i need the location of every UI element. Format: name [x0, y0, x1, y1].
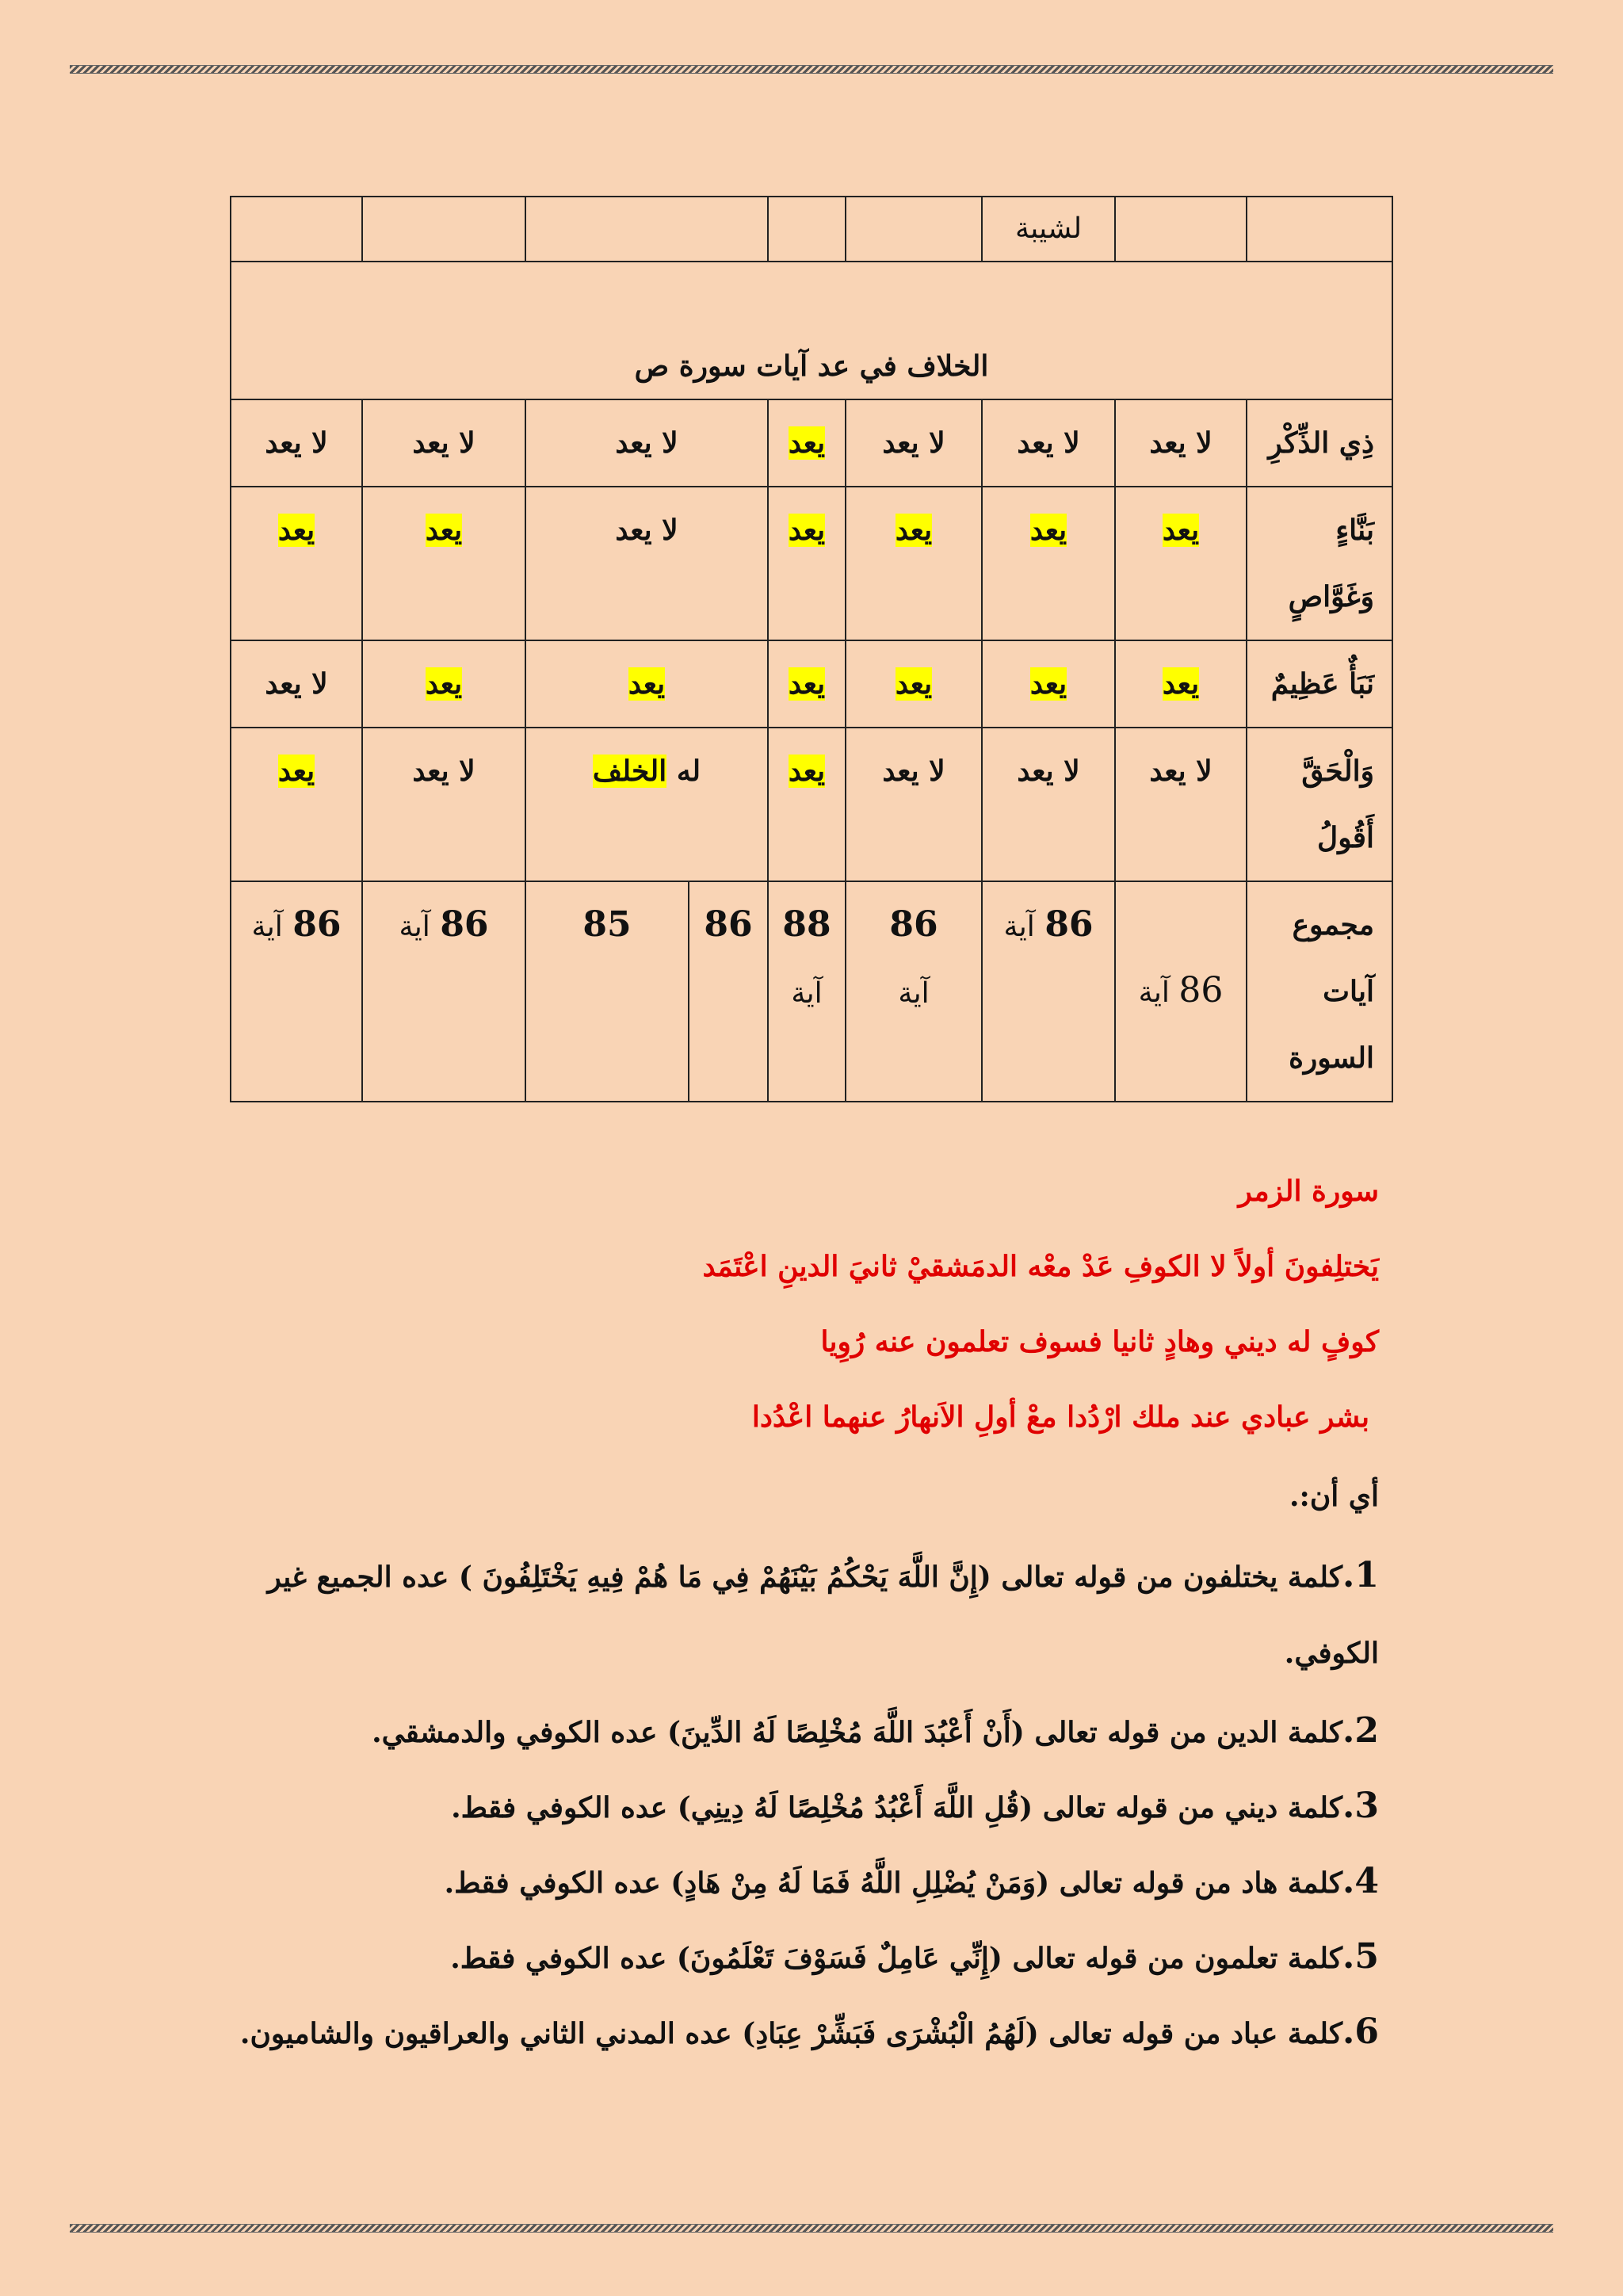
verse-total: 86 — [440, 904, 489, 945]
verse-unit: آية — [791, 977, 823, 1010]
verse-total: 85 — [582, 904, 632, 945]
table-cell — [1247, 197, 1392, 262]
item-text: كلمة الدين من قوله تعالى (أَنْ أَعْبُدَ اللَّهَ مُخْلِصًا لَهُ الدِّينَ) عده الكوفي والدمشقي. — [372, 1716, 1343, 1749]
row-label: نَبَأٌ عَظِيمٌ — [1247, 640, 1392, 728]
table-cell: لا يعد — [846, 728, 982, 881]
highlight: يعد — [1029, 514, 1067, 547]
intro-text: أي أن:. — [1289, 1480, 1379, 1513]
table-cell — [689, 881, 768, 1102]
table-cell — [362, 197, 525, 262]
row-label-line: أَقُولُ — [1317, 821, 1374, 854]
verse-total: 88 — [782, 904, 831, 945]
highlight: يعد — [425, 514, 463, 547]
table-cell — [525, 728, 768, 881]
table-cell — [231, 197, 362, 262]
table-title-row — [231, 262, 1392, 399]
highlight: يعد — [788, 426, 826, 460]
table-title: الخلاف في عد آيات سورة ص — [231, 262, 1392, 399]
list-item — [190, 1936, 1379, 1977]
highlight: يعد — [1162, 667, 1200, 701]
table-cell — [846, 881, 982, 1102]
highlight: يعد — [277, 514, 315, 547]
table-cell — [768, 728, 846, 881]
table-cell: لا يعد — [1115, 399, 1247, 487]
table-cell — [362, 881, 525, 1102]
table-cell — [525, 197, 768, 262]
verse-total: 86 — [889, 904, 938, 945]
item-text: كلمة تعلمون من قوله تعالى (إِنِّي عَامِلٌ فَسَوْفَ تَعْلَمُونَ) عده الكوفي فقط. — [450, 1942, 1343, 1975]
item-text: كلمة هاد من قوله تعالى (وَمَنْ يُضْلِلِ اللَّهُ فَمَا لَهُ مِنْ هَادٍ) عده الكوفي فقط. — [444, 1866, 1343, 1900]
verse-unit: آية — [898, 977, 930, 1010]
verse-total: 86 — [1178, 969, 1224, 1010]
table-cell — [846, 487, 982, 640]
cell-text: له — [676, 755, 701, 788]
table-cell — [846, 640, 982, 728]
row-label-line: السورة — [1289, 1041, 1374, 1075]
table-cell — [846, 197, 982, 262]
table-cell — [768, 881, 846, 1102]
row-label-line: آيات — [1323, 975, 1374, 1008]
item-number: 4. — [1342, 1861, 1379, 1901]
poem-line: كوفٍ له ديني وهادٍ ثانيا فسوف تعلمون عنه رُوِيا — [820, 1325, 1379, 1358]
verse-unit: آية — [1003, 911, 1035, 943]
table-cell — [231, 487, 362, 640]
table-cell: لا يعد — [525, 487, 768, 640]
highlight: يعد — [425, 667, 463, 701]
list-item — [190, 2011, 1379, 2052]
table-row — [231, 728, 1392, 881]
row-label-line: وَغَوَّاصٍ — [1288, 580, 1374, 613]
item-number: 1. — [1342, 1555, 1379, 1595]
highlight: يعد — [1162, 514, 1200, 547]
highlight: يعد — [277, 755, 315, 788]
verse-unit: آية — [251, 911, 283, 943]
table-cell — [768, 197, 846, 262]
table-row — [231, 197, 1392, 262]
table-row — [231, 881, 1392, 1102]
list-item — [190, 1786, 1379, 1826]
surah-title: سورة الزمر — [1238, 1175, 1379, 1208]
table-cell — [362, 640, 525, 728]
table-cell: لا يعد — [362, 728, 525, 881]
table-cell — [362, 487, 525, 640]
highlight: يعد — [1029, 667, 1067, 701]
highlight: الخلف — [592, 755, 667, 788]
row-label — [1247, 728, 1392, 881]
list-item-continuation: الكوفي. — [1284, 1637, 1379, 1670]
highlight: يعد — [895, 667, 933, 701]
table-cell: لا يعد — [982, 728, 1115, 881]
highlight: يعد — [895, 514, 933, 547]
table-cell: لشيبة — [982, 197, 1115, 262]
poem-line: بشر عبادي عند ملك ارْدُدا معْ أولِ الاَنهارُ عنهما اعْدُدا — [751, 1400, 1369, 1434]
table-cell — [1115, 197, 1247, 262]
verse-unit: آية — [399, 911, 430, 943]
table-cell: لا يعد — [525, 399, 768, 487]
table-cell: لا يعد — [231, 399, 362, 487]
table-cell: لا يعد — [846, 399, 982, 487]
table-cell — [1115, 640, 1247, 728]
table-cell: لا يعد — [1115, 728, 1247, 881]
list-item — [190, 1710, 1379, 1751]
list-item — [190, 1861, 1379, 1901]
row-label: ذِي الذِّكْرِ — [1247, 399, 1392, 487]
item-text: كلمة ديني من قوله تعالى (قُلِ اللَّهَ أَعْبُدُ مُخْلِصًا لَهُ دِينِي) عده الكوفي فقط. — [451, 1791, 1343, 1824]
row-label — [1247, 487, 1392, 640]
list-item — [190, 1555, 1379, 1595]
verse-unit: آية — [1138, 976, 1170, 1009]
item-number: 5. — [1342, 1936, 1379, 1977]
row-label-line: بَنَّاءٍ — [1335, 514, 1374, 547]
table-cell — [1115, 487, 1247, 640]
table-cell: لا يعد — [982, 399, 1115, 487]
highlight: يعد — [788, 667, 826, 701]
row-label-line: مجموع — [1292, 908, 1374, 942]
item-text: كلمة عباد من قوله تعالى (لَهُمُ الْبُشْرَى فَبَشِّرْ عِبَادِ) عده المدني الثاني والعراقيون والشاميون. — [239, 2017, 1343, 2050]
highlight: يعد — [628, 667, 666, 701]
table-cell — [982, 640, 1115, 728]
poem-line: يَختلِفونَ أولاً لا الكوفِ عَدْ معْه الدمَشقيْ ثانيَ الدينِ اعْتَمَد — [702, 1250, 1379, 1283]
table-row — [231, 640, 1392, 728]
item-number: 3. — [1342, 1786, 1379, 1826]
item-number: 2. — [1342, 1710, 1379, 1751]
table-cell — [768, 399, 846, 487]
table-cell — [231, 881, 362, 1102]
table-cell — [525, 640, 768, 728]
verse-count-table — [230, 196, 1393, 1102]
verse-total: 86 — [292, 904, 342, 945]
item-text: كلمة يختلفون من قوله تعالى (إِنَّ اللَّهَ يَحْكُمُ بَيْنَهُمْ فِي مَا هُمْ فِيهِ يَخْتَلِفُونَ ) عده الجميع غير — [267, 1561, 1343, 1594]
table-cell — [525, 881, 689, 1102]
table-cell: لا يعد — [362, 399, 525, 487]
table-row — [231, 399, 1392, 487]
table-cell: لا يعد — [231, 640, 362, 728]
highlight: يعد — [788, 514, 826, 547]
bottom-border — [70, 2224, 1553, 2233]
verse-total: 86 — [1044, 904, 1094, 945]
table-cell — [231, 728, 362, 881]
highlight: يعد — [788, 755, 826, 788]
row-label-line: وَالْحَقَّ — [1301, 755, 1374, 788]
table-cell — [768, 640, 846, 728]
table-cell — [1115, 881, 1247, 1102]
top-border — [70, 65, 1553, 74]
verse-total: 86 — [704, 904, 753, 945]
table-cell — [982, 881, 1115, 1102]
row-label — [1247, 881, 1392, 1102]
item-number: 6. — [1342, 2011, 1379, 2052]
table-cell — [982, 487, 1115, 640]
table-cell — [768, 487, 846, 640]
table-row — [231, 487, 1392, 640]
